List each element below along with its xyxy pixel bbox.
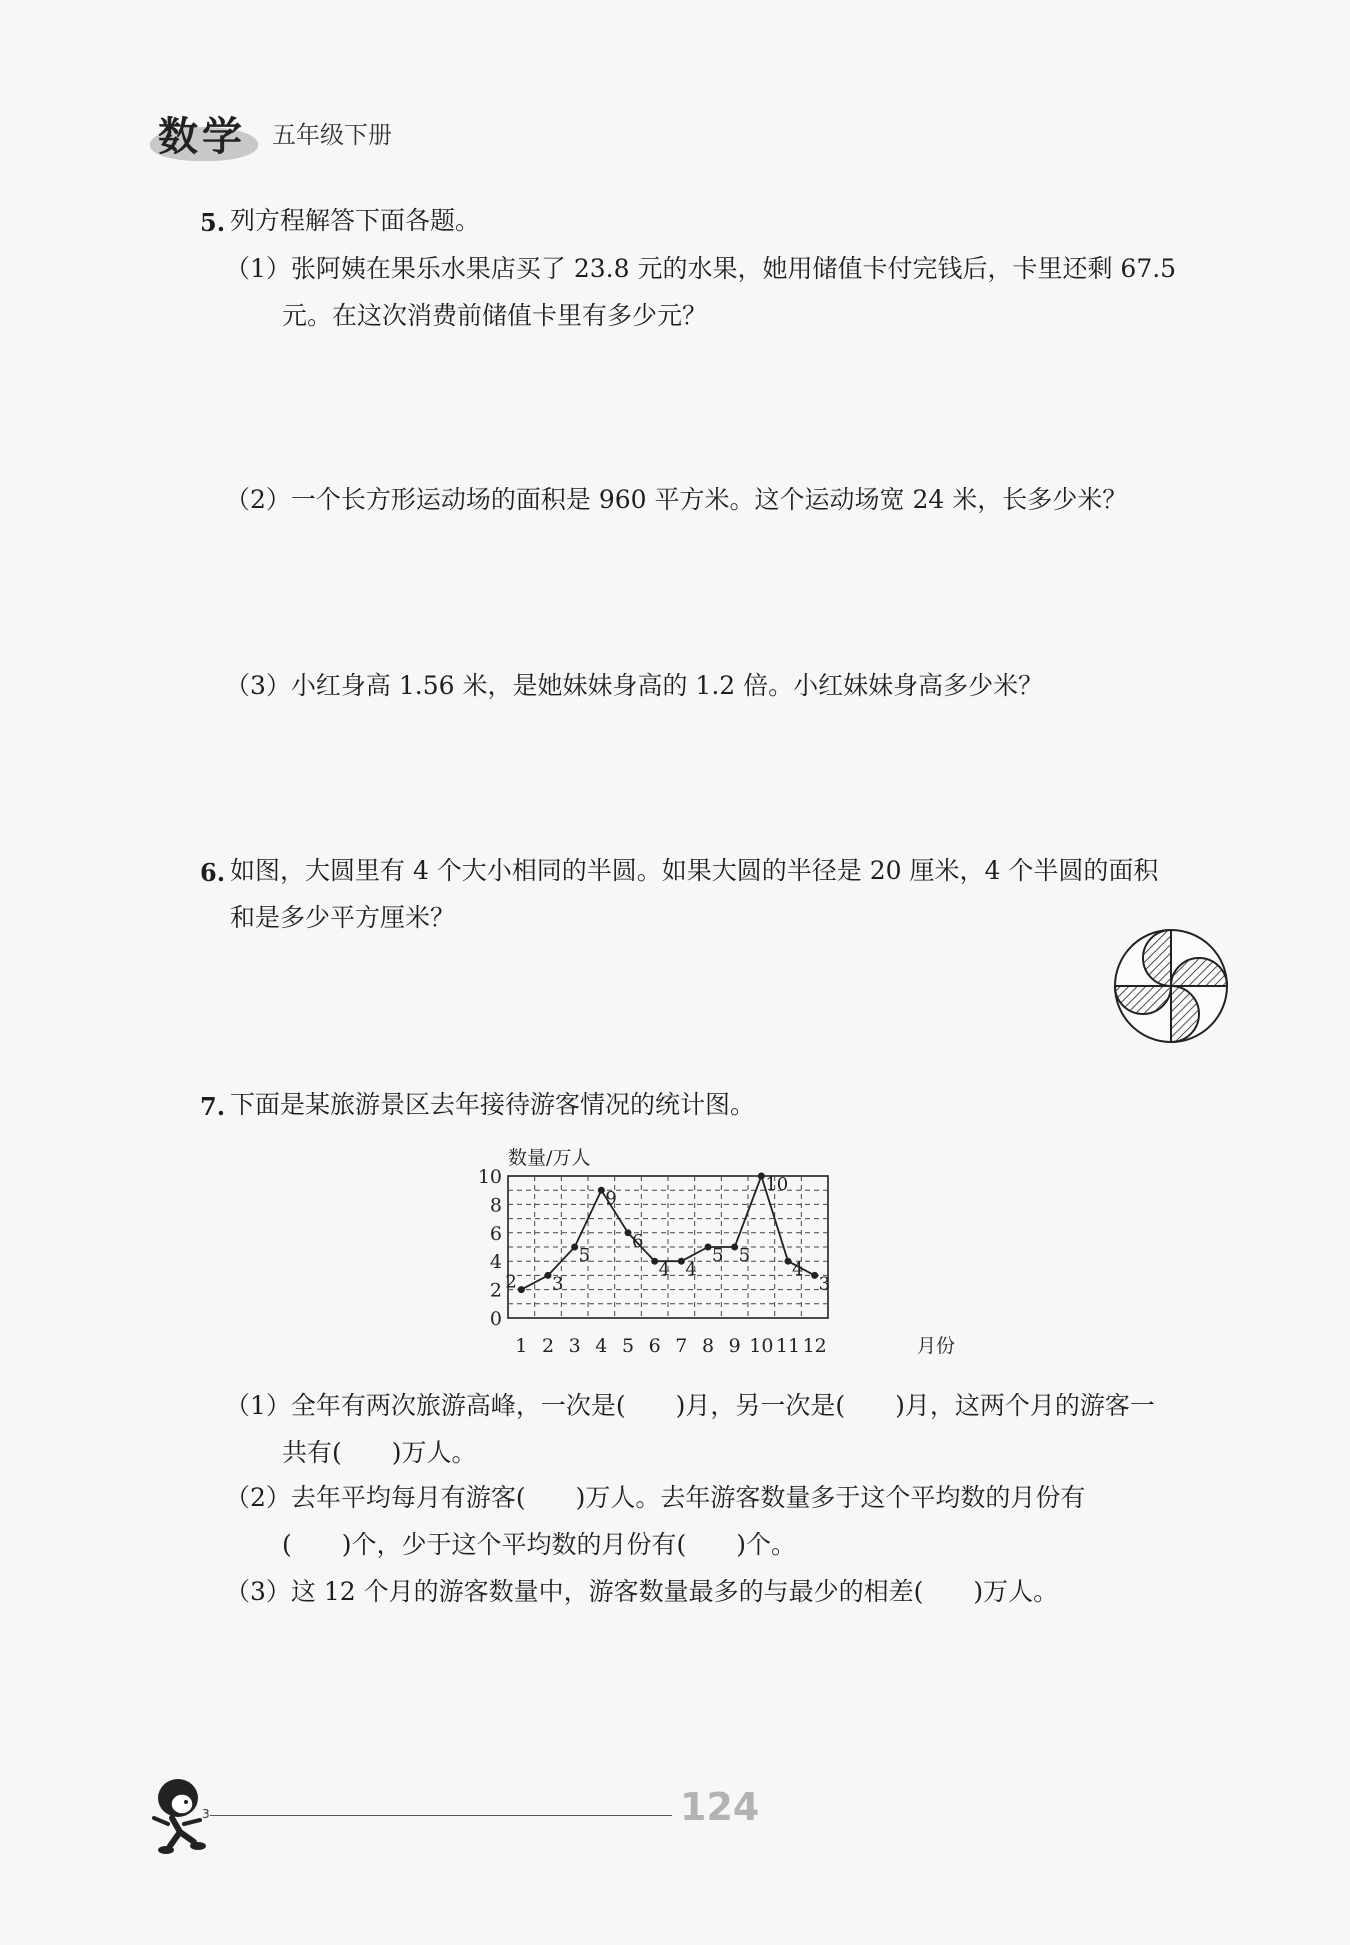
chart-data-point	[785, 1258, 792, 1265]
chart-data-point	[811, 1272, 818, 1279]
chart-x-tick-label: 2	[541, 1335, 555, 1357]
chart-y-tick-label: 4	[489, 1251, 502, 1274]
chart-x-tick-label: 1	[515, 1335, 528, 1357]
chart-y-tick-label: 6	[489, 1222, 502, 1245]
chart-data-point	[758, 1173, 765, 1180]
chart-data-point	[651, 1258, 658, 1265]
question-5-number: 5.	[200, 208, 226, 237]
question-7-title: 下面是某旅游景区去年接待游客情况的统计图。	[230, 1090, 756, 1119]
page-number: 124	[680, 1785, 760, 1829]
question-7-sub-3: （3）这 12 个月的游客数量中，游客数量最多的与最少的相差( )万人。	[225, 1577, 1059, 1606]
chart-data-label: 10	[765, 1174, 789, 1195]
question-5-part-1-line-1: （1）张阿姨在果乐水果店买了 23.8 元的水果，她用储值卡付完钱后，卡里还剩 67.5	[225, 254, 1177, 283]
chart-data-point	[625, 1229, 632, 1236]
chart-y-tick-label: 2	[489, 1279, 502, 1302]
chart-y-tick-label: 10	[477, 1166, 502, 1188]
svg-text:3: 3	[202, 1807, 210, 1821]
chart-y-axis-label: 数量/万人	[508, 1147, 591, 1169]
question-7-sub-1-line-2: 共有( )万人。	[282, 1438, 477, 1467]
chart-data-label: 5	[712, 1245, 724, 1266]
chart-data-label: 4	[658, 1259, 671, 1281]
chart-data-label: 2	[505, 1271, 517, 1293]
chart-data-label: 5	[578, 1245, 591, 1266]
chart-x-tick-label: 4	[595, 1335, 608, 1357]
question-6-number: 6.	[200, 858, 226, 887]
subject-title: 数学	[158, 114, 246, 160]
chart-x-tick-label: 9	[728, 1335, 741, 1357]
chart-y-tick-label: 8	[489, 1194, 502, 1217]
pinwheel-semicircles-figure	[1110, 925, 1232, 1047]
chart-x-tick-label: 10	[749, 1335, 774, 1357]
running-kid-mascot-icon	[140, 1768, 215, 1858]
visitor-line-chart	[460, 1140, 990, 1365]
chart-x-tick-label: 8	[701, 1335, 715, 1357]
chart-data-label: 6	[632, 1230, 644, 1252]
question-7-sub-2-line-2: ( )个，少于这个平均数的月份有( )个。	[282, 1530, 797, 1559]
chart-data-point	[598, 1187, 605, 1194]
chart-data-label: 9	[605, 1188, 617, 1210]
question-7-sub-2-line-1: （2）去年平均每月有游客( )万人。去年游客数量多于这个平均数的月份有	[225, 1483, 1086, 1512]
question-5-part-3: （3）小红身高 1.56 米，是她妹妹身高的 1.2 倍。小红妹妹身高多少米？	[225, 671, 1044, 700]
question-6-line-1: 如图，大圆里有 4 个大小相同的半圆。如果大圆的半径是 20 厘米，4 个半圆的面积	[230, 856, 1159, 885]
chart-x-axis-label: 月份	[917, 1335, 956, 1357]
grade-label: 五年级下册	[272, 121, 392, 149]
chart-x-tick-label: 5	[621, 1335, 635, 1357]
chart-data-label: 5	[738, 1245, 751, 1266]
chart-data-label: 3	[818, 1273, 831, 1295]
question-5-part-2: （2）一个长方形运动场的面积是 960 平方米。这个运动场宽 24 米，长多少米？	[225, 485, 1128, 514]
chart-x-tick-label: 11	[775, 1335, 801, 1357]
chart-data-point	[731, 1244, 738, 1251]
question-5-title: 列方程解答下面各题。	[230, 206, 481, 235]
question-7-number: 7.	[200, 1092, 226, 1121]
subject-logo	[150, 105, 260, 161]
chart-data-label: 3	[552, 1273, 564, 1295]
chart-data-label: 4	[792, 1259, 804, 1281]
question-5-part-1-line-2: 元。在这次消费前储值卡里有多少元？	[282, 301, 708, 330]
chart-data-point	[571, 1244, 578, 1251]
footer-rule	[210, 1815, 672, 1816]
chart-data-point	[545, 1272, 552, 1279]
question-6-line-2: 和是多少平方厘米？	[230, 903, 456, 932]
chart-x-tick-label: 3	[568, 1335, 581, 1357]
chart-data-point	[705, 1244, 712, 1251]
chart-data-label: 4	[685, 1259, 697, 1281]
chart-x-tick-label: 6	[648, 1335, 661, 1357]
chart-x-tick-label: 12	[802, 1335, 827, 1357]
chart-x-tick-label: 7	[675, 1335, 688, 1357]
chart-y-tick-label: 0	[489, 1308, 502, 1330]
question-7-sub-1-line-1: （1）全年有两次旅游高峰，一次是( )月，另一次是( )月，这两个月的游客一	[225, 1391, 1155, 1420]
chart-data-point	[678, 1258, 685, 1265]
chart-data-point	[518, 1286, 525, 1293]
